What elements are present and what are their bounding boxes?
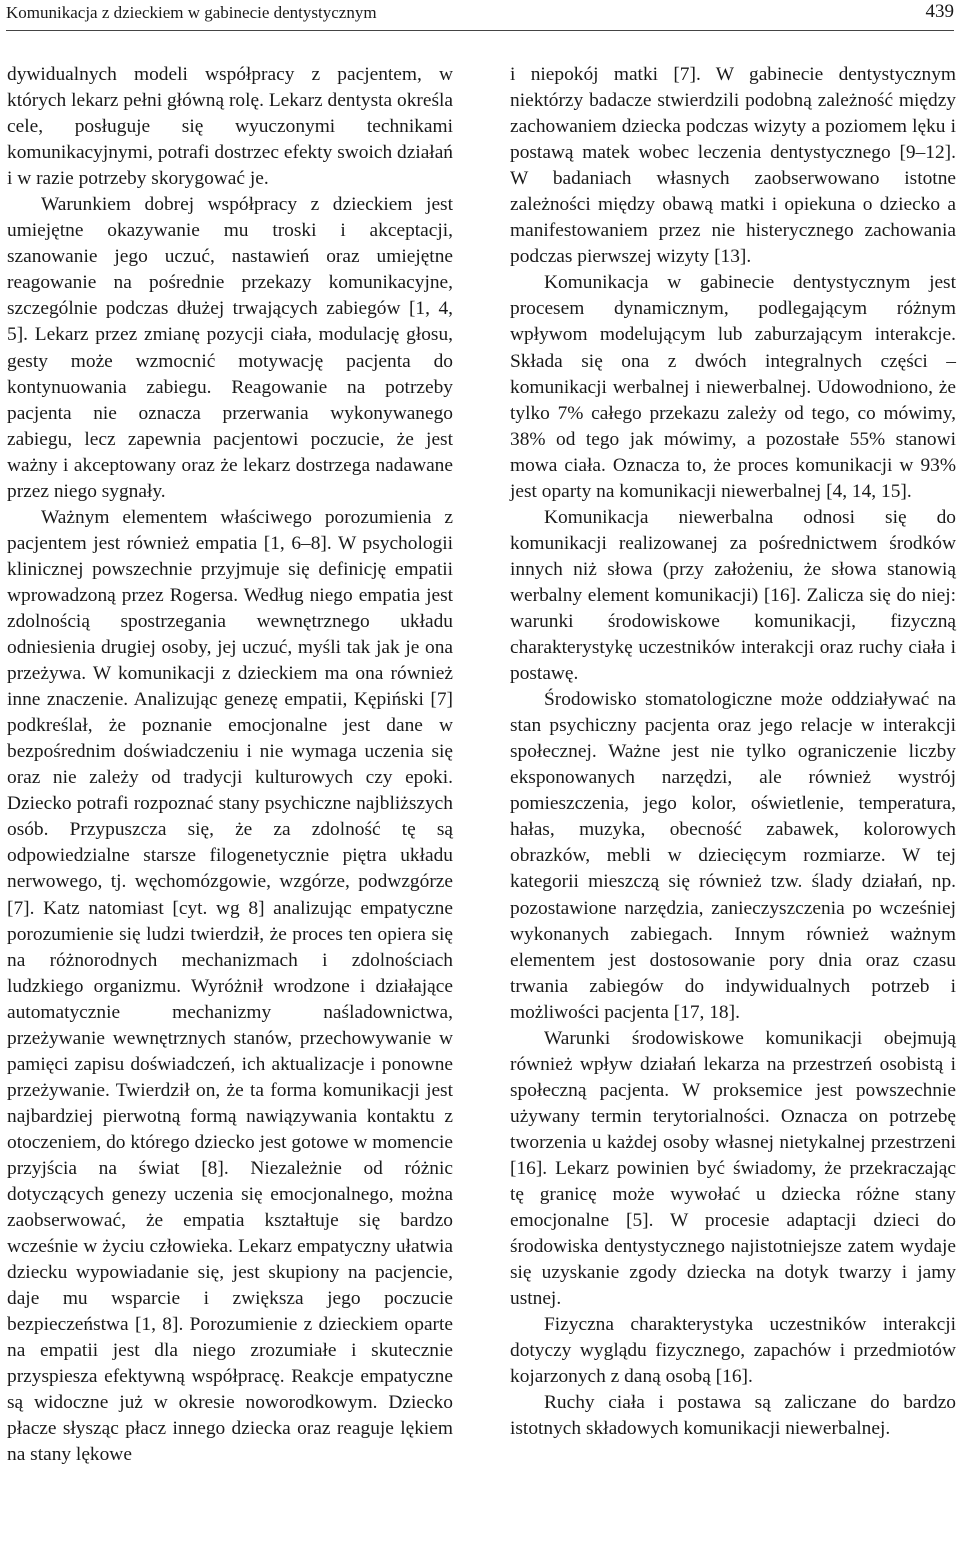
paragraph: Środowisko stomatologiczne może oddziaływać na stan psychiczny pacjenta oraz jego relacje w interakcji społecznej. Ważne jest nie tylko ograniczenie liczby eksponowanych narzędzi, ale również wystrój pomieszczenia, jego kolor, oświetlenie, temperatura, hałas, muzyka, obecność zabawek, kolorowych obrazków, mebli w dziecięcym rozmiarze. W tej kategorii mieszczą się również tzw. ślady działań, np. pozostawione narzędzia, zanieczyszczenia po wcześniej wykonanych zabiegach. Innym również ważnym elementem jest dostosowanie pory dnia oraz czasu trwania zabiegów do indywidualnych potrzeb i możliwości pacjenta [17, 18]. xyxy=(510,689,956,1023)
paragraph: Ważnym elementem właściwego porozumienia z pacjentem jest również empatia [1, 6–8]. W psychologii klinicznej powszechnie przyjmuje się definicję empatii wprowadzoną przez Rogersa. Według niego empatia jest zdolnością spostrzegania wewnętrznego układu odniesienia drugiej osoby, jej uczuć, myśli tak jak je ona przeżywa. W komunikacji z dzieckiem ma ona również inne znaczenie. Analizując genezę empatii, Kępiński [7] podkreślał, że poznanie emocjonalne jest dane w bezpośrednim doświadczeniu i nie wymaga uczenia się oraz nie zależy od tradycji kulturowych czy epoki. Dziecko potrafi rozpoznać stany psychiczne najbliższych osób. Przypuszcza się, że za zdolność tę są odpowiedzialne starsze filogenetycznie piętra układu nerwowego, tj. węchomózgowie, wzgórze, podwzgórze [7]. Katz natomiast [cyt. wg 8] analizując empatyczne porozumienie się ludzi twierdził, że proces ten opiera się na różnorodnych mechanizmach i zdolnościach ludzkiego organizmu. Wyróżnił wrodzone i działające automatycznie mechanizmy naśladownictwa, przeżywanie wewnętrznych stanów, przechowywanie w pamięci zapisu doświadczeń, ich aktualizacje i ponowne przeżywanie. Twierdził on, że ta forma komunikacji jest najbardziej pierwotną formą nawiązywania kontaktu z otoczeniem, do którego dziecko jest gotowe w momencie przyjścia na świat [8]. Niezależnie od różnic dotyczących genezy uczenia się emocjonalnego, można zaobserwować, że empatia kształtuje się bardzo wcześnie w życiu człowieka. Lekarz empatyczny ułatwia dziecku wypowiadanie się, jest skupiony na pacjencie, daje mu wsparcie i zwiększa jego poczucie bezpieczeństwa [1, 8]. Porozumienie z dzieckiem oparte na empatii jest dla niego zrozumiałe i skutecznie przyspiesza efektywną współpracę. Reakcje empatyczne są widoczne już w okresie noworodkowym. Dziecko płacze słysząc płacz innego dziecka oraz reaguje lękiem na stany lękowe xyxy=(7,506,453,1466)
paragraph: i niepokój matki [7]. W gabinecie dentystycznym niektórzy badacze stwierdzili podobną zależność między zachowaniem dziecka podczas wizyty a poziomem lęku i postawą matek wobec leczenia dentystycznego [9–12]. W badaniach własnych zaobserwowano istotne zależności między obawą matki i opiekuna o dziecko a manifestowaniem przez nie histerycznego zachowania podczas pierwszej wizyty [13]. xyxy=(510,64,956,268)
paragraph: Fizyczna charakterystyka uczestników interakcji dotyczy wyglądu fizycznego, zapachów i przedmiotów kojarzonych z daną osobą [16]. xyxy=(510,1314,956,1388)
right-column xyxy=(510,62,956,1442)
paragraph: Ruchy ciała i postawa są zaliczane do bardzo istotnych składowych komunikacji niewerbalnej. xyxy=(510,1392,956,1440)
paragraph: Komunikacja w gabinecie dentystycznym jest procesem dynamicznym, podlegającym różnym wpływom modelującym lub zaburzającym interakcje. Składa się ona z dwóch integralnych części – komunikacji werbalnej i niewerbalnej. Udowodniono, że tylko 7% całego przekazu zależy od tego, co mówimy, 38% od tego jak mówimy, a pozostałe 55% stanowi mowa ciała. Oznacza to, że proces komunikacji w 93% jest oparty na komunikacji niewerbalnej [4, 14, 15]. xyxy=(510,272,956,502)
paragraph: Komunikacja niewerbalna odnosi się do komunikacji realizowanej za pośrednictwem środków innych niż słowa (przy założeniu, że słowa stanowią werbalny element komunikacji) [16]. Zalicza się do niej: warunki środowiskowe komunikacji, fizyczną charakterystykę uczestników interakcji oraz ruchy ciała i postawę. xyxy=(510,506,956,685)
running-title: Komunikacja z dzieckiem w gabinecie dentystycznym xyxy=(6,3,377,22)
paragraph: Warunkiem dobrej współpracy z dzieckiem jest umiejętne okazywanie mu troski i akceptacji, szanowanie jego uczuć, nastawień oraz umiejętne reagowanie na pośrednie przekazy komunikacyjne, szczególnie podczas dłużej trwających zabiegów [1, 4, 5]. Lekarz przez zmianę pozycji ciała, modulację głosu, gesty może wzmocnić motywację pacjenta do kontynuowania zabiegu. Reagowanie na potrzeby pacjenta nie oznacza przerwania wykonywanego zabiegu, lecz zapewnia pacjentowi poczucie, że jest ważny i akceptowany oraz że lekarz dostrzega nadawane przez niego sygnały. xyxy=(7,194,453,502)
page-number: 439 xyxy=(925,1,954,22)
paragraph: dywidualnych modeli współpracy z pacjentem, w których lekarz pełni główną rolę. Lekarz dentysta określa cele, posługuje się wyuczonymi technikami komunikacyjnymi, potrafi dostrzec efekty swoich działań i w razie potrzeby skorygować je. xyxy=(7,64,453,190)
left-column xyxy=(7,62,453,1469)
running-header xyxy=(6,0,954,31)
paragraph: Warunki środowiskowe komunikacji obejmują również wpływ działań lekarza na przestrzeń osobistą i społeczną pacjenta. W proksemice jest powszechnie używany termin terytorialności. Oznacza on potrzebę tworzenia u każdej osoby własnej nietykalnej przestrzeni [16]. Lekarz powinien być świadomy, że przekraczając tę granicę może wywołać u dziecka różne stany emocjonalne [5]. W procesie adaptacji dzieci do środowiska dentystycznego najistotniejsze zatem wydaje się uzyskanie zgody dziecka na dotyk twarzy i jamy ustnej. xyxy=(510,1027,956,1310)
